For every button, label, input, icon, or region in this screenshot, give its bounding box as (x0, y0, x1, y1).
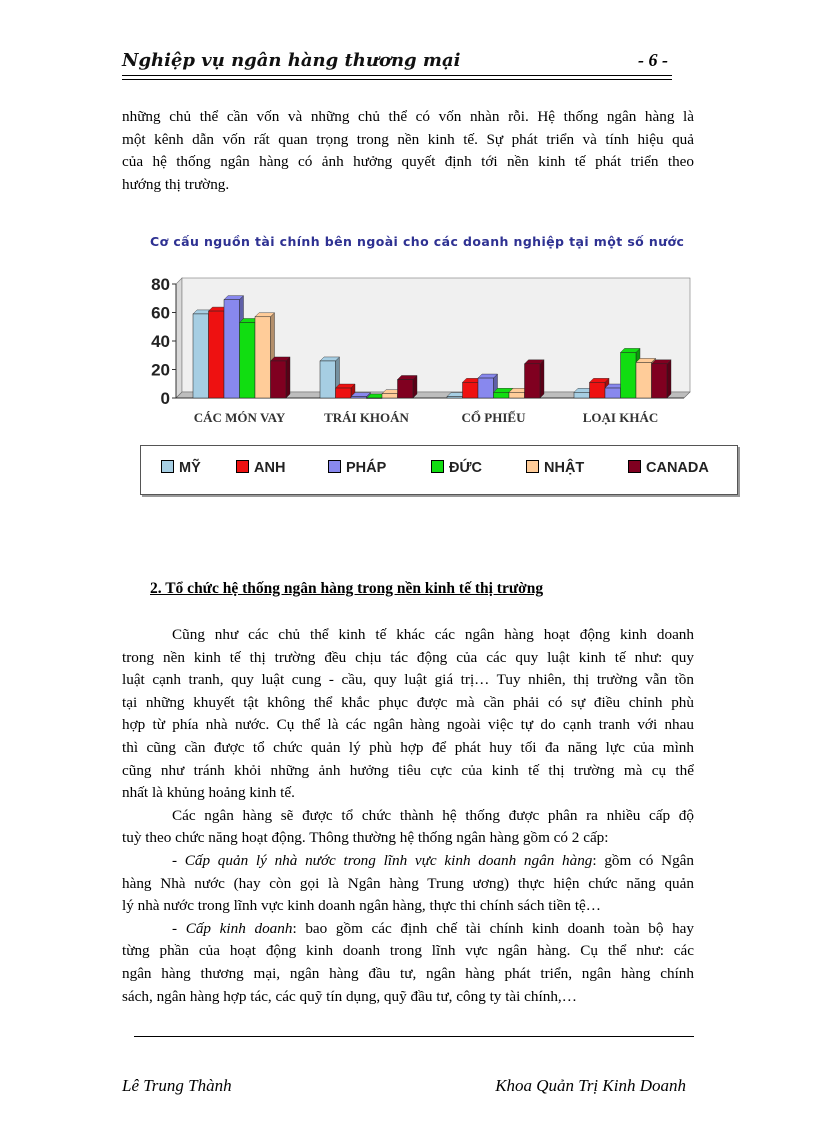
legend-swatch (431, 460, 444, 473)
bar (336, 388, 352, 398)
legend-label: ANH (254, 460, 286, 476)
y-tick-label: 0 (160, 389, 170, 408)
header-title: Nghiệp vụ ngân hàng thương mại (122, 50, 461, 71)
legend-item (431, 460, 482, 476)
bar (398, 379, 414, 398)
body-line: hợp từ phía nhà nước. Cụ thể là các ngân hàng ngoài việc tự do cạnh tranh với nhau (122, 716, 694, 734)
bar (463, 382, 479, 398)
intro-line: những chủ thể cần vốn và những chủ thể có vốn nhàn rỗi. Hệ thống ngân hàng là (122, 108, 694, 125)
level2-line: từng phần của hoạt động kinh doanh trong lĩnh vực ngân hàng. Cụ thể như: các (122, 942, 694, 960)
bar (193, 314, 209, 398)
chart-side-wall (176, 278, 182, 398)
chart-title: Cơ cấu nguồn tài chính bên ngoài cho các doanh nghiệp tại một số nước (150, 234, 685, 249)
header-rule (122, 75, 672, 80)
legend-label: MỸ (179, 460, 201, 476)
body-line: Cũng như các chủ thể kinh tế khác các ngân hàng hoạt động kinh doanh (172, 626, 694, 643)
bar (590, 382, 606, 398)
footer-author: Lê Trung Thành (122, 1076, 232, 1095)
legend-label: PHÁP (346, 460, 387, 476)
level1-line (122, 850, 694, 873)
legend-label: NHẬT (544, 460, 585, 476)
legend-item (328, 460, 386, 476)
intro-line: một kênh dẫn vốn rất quan trọng trong nền kinh tế. Sự phát triển và tính hiệu quả (122, 130, 694, 148)
bar-chart (136, 270, 696, 430)
body-paragraph (122, 624, 694, 1008)
legend-label: CANADA (646, 460, 709, 476)
level1-label: - Cấp quản lý nhà nước trong lĩnh vực kinh doanh ngân hàng (172, 851, 593, 869)
y-tick-label: 60 (151, 303, 170, 323)
level1-line: hàng Nhà nước (hay còn gọi là Ngân hàng Trung ương) thực hiện chức năng quản (122, 874, 694, 892)
legend-item (526, 460, 584, 476)
x-tick-label: CÁC MÓN VAY (193, 410, 286, 425)
bar (224, 300, 240, 398)
level2-line (122, 918, 694, 941)
level2-line: ngân hàng thương mại, ngân hàng đầu tư, ngân hàng phát triển, ngân hàng chính (122, 964, 694, 982)
bar (351, 397, 367, 398)
legend-swatch (236, 460, 249, 473)
legend-item (236, 460, 285, 476)
legend-item (628, 460, 709, 476)
bar (447, 397, 463, 398)
bar (382, 394, 398, 398)
bar (525, 364, 541, 398)
page-header (122, 48, 672, 76)
footer-rule (134, 1036, 694, 1037)
legend-swatch (161, 460, 174, 473)
bar (574, 392, 590, 398)
intro-line: hướng thị trường. (122, 175, 230, 193)
section-heading: 2. Tổ chức hệ thống ngân hàng trong nền kinh tế thị trường (150, 580, 544, 597)
bar (209, 311, 225, 398)
level1-line: lý nhà nước trong lĩnh vực kinh doanh ngân hàng, thực thi chính sách tiền tệ… (122, 897, 601, 915)
level2-label: - Cấp kinh doanh (172, 919, 293, 937)
bar (478, 378, 494, 398)
y-tick-label: 20 (151, 360, 170, 380)
level2-line: sách, ngân hàng hợp tác, các quỹ tín dụng, quỹ đầu tư, công ty tài chính,… (122, 987, 577, 1005)
legend-item (161, 460, 201, 476)
bar (652, 364, 668, 398)
page-number: - 6 - (638, 50, 668, 70)
body-line: Các ngân hàng sẽ được tổ chức thành hệ thống được phân ra nhiều cấp độ (172, 806, 694, 824)
legend-swatch (328, 460, 341, 473)
y-tick-label: 40 (151, 332, 170, 351)
bar (367, 398, 383, 399)
x-tick-label: LOẠI KHÁC (582, 410, 659, 425)
body-line: thì cũng cần được tổ chức quản lý phù hợp để phát huy tối đa năng lực của mình (122, 738, 694, 756)
bar (621, 352, 637, 398)
body-line: cũng như tránh khỏi những ảnh hưởng tiêu cực của kinh tế thị trường mà cụ thể (122, 761, 694, 779)
legend-swatch (526, 460, 539, 473)
level1-rest: : gồm có Ngân (592, 851, 695, 869)
level2-rest: : bao gồm các định chế tài chính kinh doanh toàn bộ hay (292, 919, 694, 937)
intro-paragraph (122, 106, 694, 196)
legend-label: ĐỨC (449, 460, 482, 476)
bar (240, 322, 256, 398)
bar (255, 317, 271, 398)
bar (271, 361, 287, 398)
body-line: tại những khuyết tật không thể khắc phục được mà cần phải có sự điều chỉnh phù (122, 693, 694, 711)
bar (509, 392, 525, 398)
bar (320, 361, 336, 398)
legend-swatch (628, 460, 641, 473)
y-tick-label: 80 (151, 275, 170, 294)
bar-side (286, 357, 290, 398)
bar (605, 388, 621, 398)
body-line: nhất là khủng hoảng kinh tế. (122, 784, 295, 802)
x-tick-label: TRÁI KHOÁN (324, 410, 409, 425)
x-tick-label: CỔ PHIẾU (461, 410, 526, 425)
footer-faculty: Khoa Quản Trị Kinh Doanh (495, 1076, 686, 1095)
body-line: luật cạnh tranh, quy luật cung - cầu, quy luật giá trị… Tuy nhiên, thị trường vẫn tồn (122, 671, 694, 689)
body-line: tuỳ theo chức năng hoạt động. Thông thường hệ thống ngân hàng gồm có 2 cấp: (122, 829, 609, 847)
bar-side (667, 360, 671, 398)
bar (636, 362, 652, 398)
bar-side (540, 360, 544, 398)
body-line: trong nền kinh tế thị trường đều chịu tác động của các quy luật kinh tế như: quy (122, 648, 694, 666)
intro-line: của hệ thống ngân hàng có ảnh hưởng quyết định tới nền kinh tế phát triển theo (122, 153, 694, 171)
bar (494, 392, 510, 398)
chart-legend (140, 445, 738, 495)
